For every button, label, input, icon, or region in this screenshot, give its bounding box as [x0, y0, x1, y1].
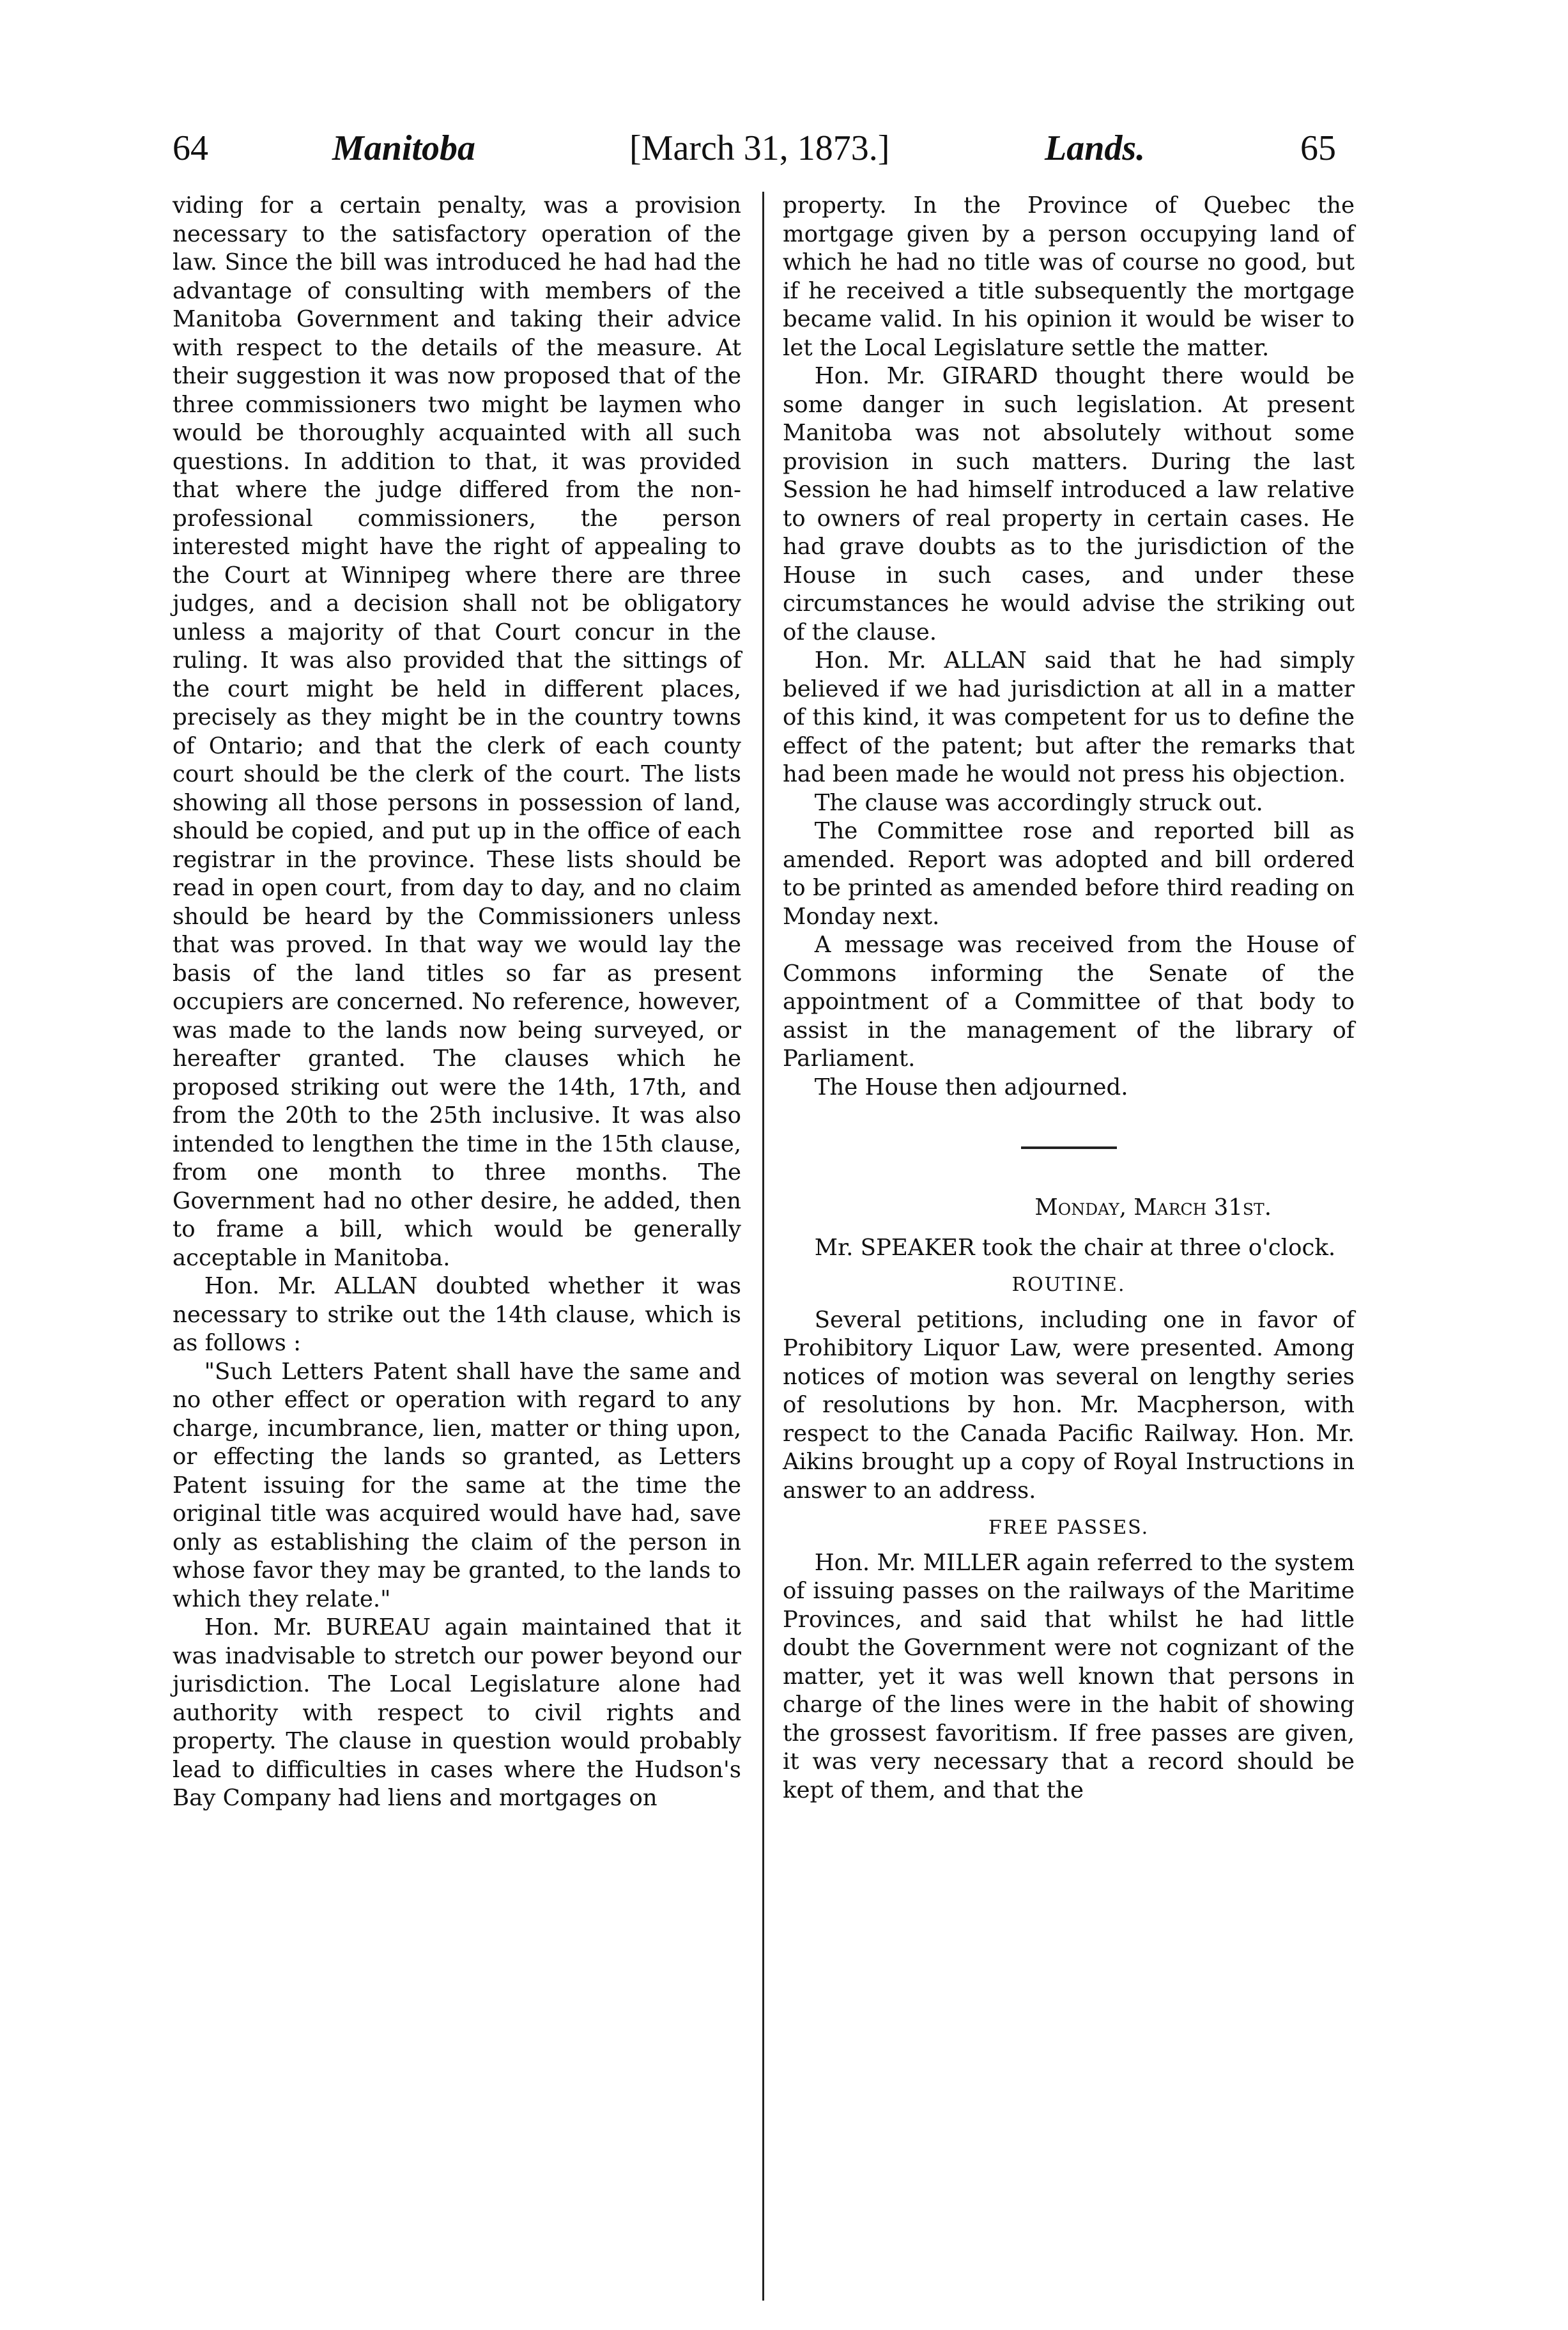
running-title-left: Manitoba — [332, 128, 476, 168]
paragraph: The House then adjourned. — [814, 1074, 1128, 1100]
column-divider — [762, 192, 764, 2301]
paragraph: Hon. Mr. ALLAN said that he had simply believed if we had jurisdiction at all in a matter of this kind, it was competent for us to define the effect of the patent; but after the remarks that had been made he would not press his objection. — [783, 647, 1355, 787]
paragraph: The Committee rose and reported bill as amended. Report was adopted and bill ordered to be printed as amended before third reading on Monday next. — [783, 818, 1355, 930]
page-number-left: 64 — [173, 128, 208, 168]
paragraph: property. In the Province of Quebec the mortgage given by a person occupying land of which he had no title was of course no good, but if he received a title subsequently the mortgage became valid. In his opinion it would be wiser to let the Local Legislature settle the matter. — [783, 192, 1355, 361]
page-number-right: 65 — [1300, 128, 1336, 168]
running-header — [0, 128, 1568, 185]
paragraph: Several petitions, including one in favor of Prohibitory Liquor Law, were presented. Among notices of motion was several on lengthy series of resolutions by hon. Mr. Macpherson, with respect to the Canada Pacific Railway. Hon. Mr. Aikins brought up a copy of Royal Instructions in answer to an address. — [783, 1306, 1355, 1504]
paragraph: Hon. Mr. GIRARD thought there would be some danger in such legislation. At present Manitoba was not absolutely without some provision in such matters. During the last Session he had himself introduced a law relative to owners of real property in certain cases. He had grave doubts as to the jurisdiction of the House in such cases, and under these circumstances he would advise the striking out of the clause. — [783, 363, 1355, 645]
running-title-right: Lands. — [1045, 128, 1146, 168]
paragraph: viding for a certain penalty, was a provision necessary to the satisfactory operation of the law. Since the bill was introduced he had had the advantage of consulting with members of the Manitoba Government and taking their advice with respect to the details of the measure. At their suggestion it was now proposed that of the three commissioners two might be laymen who would be thoroughly acquainted with all such questions. In addition to that, it was provided that where the judge differed from the non-professional commissioners, the person interested might have the right of appealing to the Court at Winnipeg where there are three judges, and a decision shall not be obligatory unless a majority of that Court concur in the ruling. It was also provided that the sittings of the court might be held in different places, precisely as they might be in the country towns of Ontario; and that the clerk of each county court should be the clerk of the court. The lists showing all those persons in possession of land, should be copied, and put up in the office of each registrar in the province. These lists should be read in open court, from day to day, and no claim should be heard by the Commissioners unless that was proved. In that way we would lay the basis of the land titles so far as present occupiers are concerned. No reference, however, was made to the lands now being surveyed, or hereafter granted. The clauses which he proposed striking out were the 14th, 17th, and from the 20th to the 25th inclusive. It was also intended to lengthen the time in the 15th clause, from one month to three months. The Government had no other desire, he added, then to frame a bill, which would be generally acceptable in Manitoba. — [173, 192, 741, 1271]
paragraph: Mr. SPEAKER took the chair at three o'clock. — [814, 1234, 1336, 1261]
paragraph: Hon. Mr. ALLAN doubted whether it was necessary to strike out the 14th clause, which is as follows : — [173, 1273, 741, 1356]
paragraph: A message was received from the House of Commons informing the Senate of the appointment of a Committee of that body to assist in the management of the library of Parliament. — [783, 932, 1355, 1072]
paragraph: Hon. Mr. MILLER again referred to the system of issuing passes on the railways of the Maritime Provinces, and said that whilst he had little doubt the Government were not cognizant of the matter, yet it was well known that persons in charge of the lines were in the habit of showing the grossest favoritism. If free passes are given, it was very necessary that a record should be kept of them, and that the — [783, 1549, 1355, 1803]
left-column — [173, 192, 741, 1813]
paragraph: The clause was accordingly struck out. — [814, 789, 1263, 816]
section-heading-routine: ROUTINE. — [1011, 1274, 1126, 1296]
right-column — [783, 192, 1355, 1805]
paragraph: Hon. Mr. BUREAU again maintained that it was inadvisable to stretch our power beyond our jurisdiction. The Local Legislature alone had authority with respect to civil rights and property. The clause in question would probably lead to difficulties in cases where the Hudson's Bay Company had liens and mortgages on — [173, 1614, 741, 1811]
section-separator — [1021, 1146, 1117, 1149]
header-date: [March 31, 1873.] — [629, 128, 890, 168]
section-heading-free-passes: FREE PASSES. — [988, 1516, 1149, 1539]
quoted-clause: "Such Letters Patent shall have the same and no other effect or operation with regard to any charge, incumbrance, lien, matter or thing upon, or effecting the lands so granted, as Letters Patent issuing for the same at the time the original title was acquired would have had, save only as establishing the claim of the person in whose favor they may be granted, to the lands to which they relate." — [173, 1358, 741, 1612]
date-heading: Monday, March 31st. — [1034, 1194, 1272, 1221]
